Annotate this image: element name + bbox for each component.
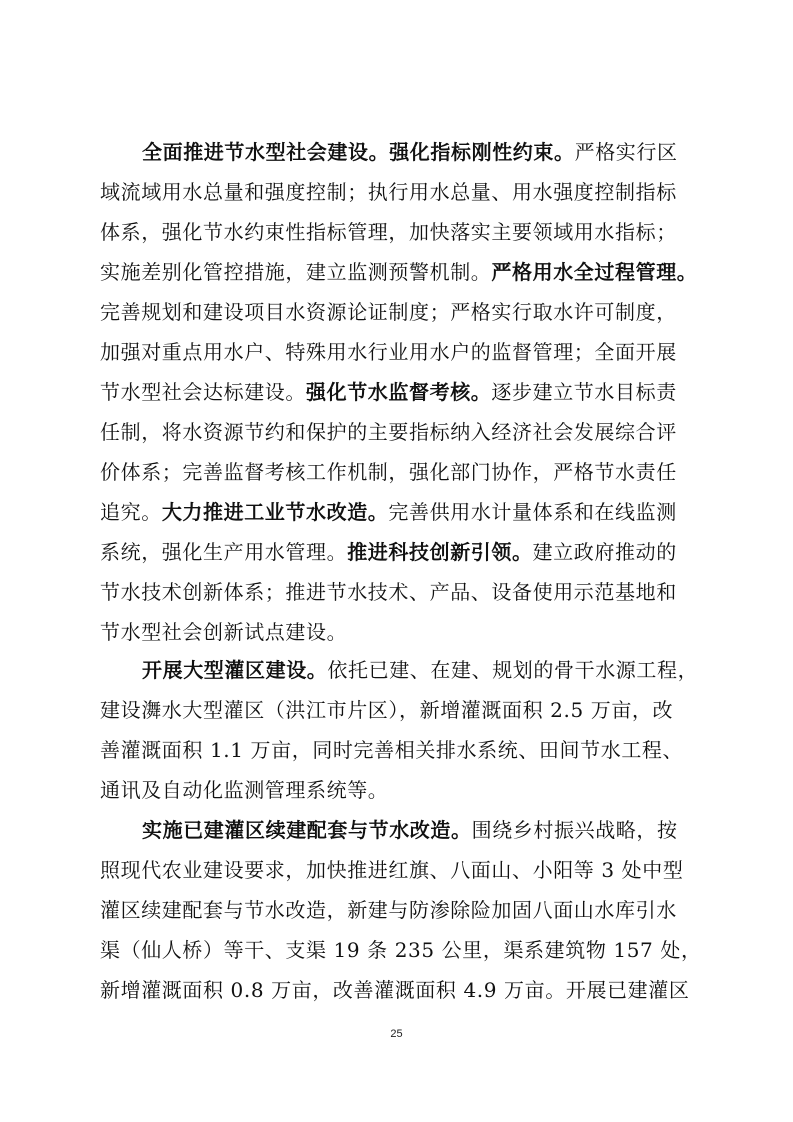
bold-heading-text: 开展大型灌区建设。 xyxy=(142,658,328,682)
bold-heading-text: 强化节水监督考核。 xyxy=(306,380,492,404)
text-line xyxy=(100,492,698,532)
text-line xyxy=(100,252,698,292)
body-text-segment: 照现代农业建设要求，加快推进红旗、八面山、小阳等 3 处中型 xyxy=(100,858,684,882)
text-line xyxy=(100,612,698,652)
body-text-segment: 节水技术创新体系；推进节水技术、产品、设备使用示范基地和 xyxy=(100,580,677,604)
text-line xyxy=(100,532,698,572)
body-text-segment: 系统，强化生产用水管理。 xyxy=(100,540,348,564)
body-text-segment: 域流域用水总量和强度控制；执行用水总量、用水强度控制指标 xyxy=(100,180,677,204)
body-text-segment: 实施差别化管控措施，建立监测预警机制。 xyxy=(100,260,492,284)
bold-heading-text: 推进科技创新引领。 xyxy=(347,540,533,564)
text-line xyxy=(100,890,698,930)
text-line xyxy=(100,572,698,612)
text-line xyxy=(100,930,702,970)
body-text-segment: 灌区续建配套与节水改造，新建与防渗除险加固八面山水库引水 xyxy=(100,898,677,922)
body-text-segment: 完善规划和建设项目水资源论证制度；严格实行取水许可制度， xyxy=(100,300,677,324)
body-text-segment: 加强对重点用水户、特殊用水行业用水户的监督管理；全面开展 xyxy=(100,340,677,364)
body-text-segment: 建立政府推动的 xyxy=(532,540,677,564)
text-line xyxy=(100,372,698,412)
body-text-segment: 严格实行区 xyxy=(574,140,678,164)
body-text-segment: 建设㵲水大型灌区（洪江市片区），新增灌溉面积 2.5 万亩，改 xyxy=(100,698,674,722)
bold-heading-text: 大力推进工业节水改造。 xyxy=(161,500,389,524)
body-text-segment: 逐步建立节水目标责 xyxy=(491,380,677,404)
text-line xyxy=(100,850,698,890)
body-text-segment: 围绕乡村振兴战略，按 xyxy=(471,818,678,842)
body-text-segment: 渠（仙人桥）等干、支渠 19 条 235 公里，渠系建筑物 157 处， xyxy=(100,938,702,962)
body-text-segment: 追究。 xyxy=(100,500,162,524)
bold-heading-text: 实施已建灌区续建配套与节水改造。 xyxy=(142,818,472,842)
text-line xyxy=(100,332,698,372)
bold-heading-text: 全面推进节水型社会建设。 xyxy=(142,140,390,164)
body-text-segment: 新增灌溉面积 0.8 万亩，改善灌溉面积 4.9 万亩。开展已建灌区 xyxy=(100,978,690,1002)
body-text-segment: 体系，强化节水约束性指标管理，加快落实主要领域用水指标； xyxy=(100,220,677,244)
page-number: 25 xyxy=(390,1028,403,1040)
bold-heading-text: 强化指标刚性约束。 xyxy=(389,140,575,164)
text-line xyxy=(100,810,698,850)
body-text-segment: 通讯及自动化监测管理系统等。 xyxy=(100,778,389,802)
body-text-segment: 节水型社会达标建设。 xyxy=(100,380,306,404)
text-line xyxy=(100,132,698,172)
text-line xyxy=(100,172,698,212)
text-line xyxy=(100,690,698,730)
text-line xyxy=(100,770,698,810)
text-line xyxy=(100,452,698,492)
text-line xyxy=(100,730,698,770)
body-text-segment: 完善供用水计量体系和在线监测 xyxy=(388,500,677,524)
body-text-segment: 任制，将水资源节约和保护的主要指标纳入经济社会发展综合评 xyxy=(100,420,677,444)
text-line xyxy=(100,212,698,252)
body-text-segment: 依托已建、在建、规划的骨干水源工程， xyxy=(327,658,699,682)
text-line xyxy=(100,412,698,452)
text-line xyxy=(100,650,698,690)
body-text-segment: 善灌溉面积 1.1 万亩，同时完善相关排水系统、田间节水工程、 xyxy=(100,738,684,762)
body-text-segment: 节水型社会创新试点建设。 xyxy=(100,620,348,644)
body-text-segment: 价体系；完善监督考核工作机制，强化部门协作，严格节水责任 xyxy=(100,460,677,484)
text-line xyxy=(100,970,698,1010)
bold-heading-text: 严格用水全过程管理。 xyxy=(491,260,698,284)
text-line xyxy=(100,292,698,332)
